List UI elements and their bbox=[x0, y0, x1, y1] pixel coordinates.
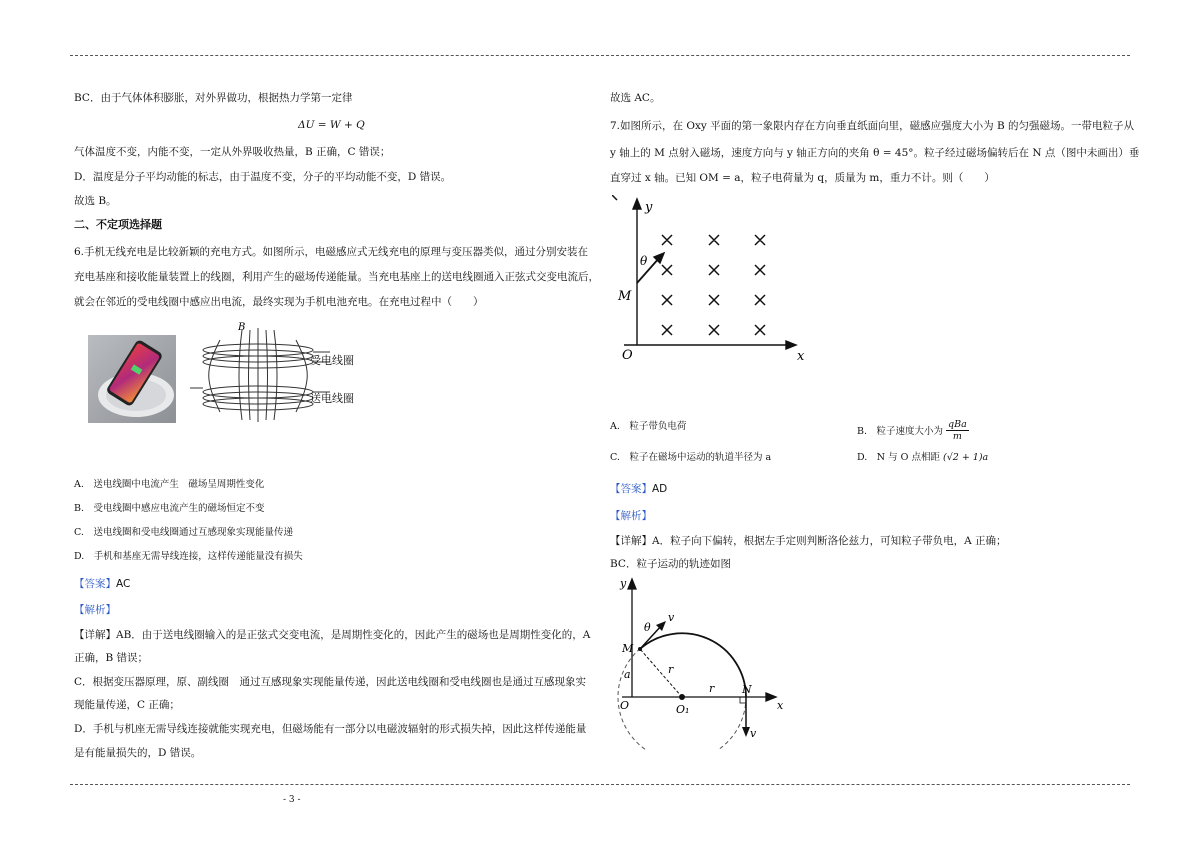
detail-line: 【详解】A．粒子向下偏转，根据左手定则判断洛伦兹力，可知粒子带负电，A 正确； bbox=[610, 535, 1007, 547]
coil-b-label: B bbox=[238, 322, 246, 333]
detail-line: 正确，B 错误； bbox=[74, 652, 149, 664]
trajectory-figure bbox=[612, 575, 802, 750]
question-7-text: 直穿过 x 轴。已知 OM = a，粒子电荷量为 q，质量为 m，重力不计。则（ ） bbox=[610, 172, 995, 184]
option-b bbox=[857, 420, 969, 443]
answer-line bbox=[74, 577, 130, 591]
text-line: D．温度是分子平均动能的标志，由于温度不变，分子的平均动能不变，D 错误。 bbox=[74, 171, 452, 183]
option-c: C. 粒子在磁场中运动的轨道半径为 a bbox=[610, 452, 772, 463]
phone-charger-photo bbox=[88, 335, 176, 423]
theta-label: θ bbox=[644, 621, 651, 634]
coil-diagram bbox=[180, 320, 380, 430]
text-line: 故选 B。 bbox=[74, 195, 117, 207]
detail-line: 现能量传递，C 正确； bbox=[74, 699, 180, 711]
radius-label: r bbox=[709, 682, 715, 695]
detail-line: 是有能量损失的，D 错误。 bbox=[74, 747, 202, 759]
fraction bbox=[946, 419, 969, 442]
detail-line: BC．粒子运动的轨迹如图 bbox=[610, 558, 731, 570]
question-6-text: 就会在邻近的受电线圈中感应出电流，最终实现为手机电池充电。在充电过程中（ ） bbox=[74, 296, 484, 308]
field-crosses bbox=[662, 235, 765, 335]
footer-rule bbox=[70, 784, 1130, 785]
text-line: 气体温度不变，内能不变，一定从外界吸收热量，B 正确，C 错误； bbox=[74, 146, 391, 158]
section-heading: 二、不定项选择题 bbox=[74, 218, 162, 231]
x-axis-label: x bbox=[797, 349, 805, 364]
text-line: BC．由于气体体积膨胀，对外界做功，根据热力学第一定律 bbox=[74, 92, 353, 104]
option-d: D. 手机和基座无需导线连接，这样传递能量没有损失 bbox=[74, 551, 303, 562]
origin-label: O bbox=[620, 699, 630, 712]
velocity-label-n: v bbox=[750, 727, 757, 740]
answer-value: AD bbox=[652, 483, 668, 495]
origin-label: O bbox=[622, 348, 633, 363]
fraction-denominator: m bbox=[952, 431, 962, 442]
answer-label: 【答案】 bbox=[74, 578, 116, 590]
text-line: 故选 AC。 bbox=[610, 92, 661, 104]
radius-label: r bbox=[668, 663, 674, 676]
y-axis-label: y bbox=[620, 577, 627, 590]
option-b: B. 受电线圈中感应电流产生的磁场恒定不变 bbox=[74, 503, 265, 514]
option-d-value: (√2 + 1)a bbox=[943, 452, 989, 463]
question-7-text: y 轴上的 M 点射入磁场，速度方向与 y 轴正方向的夹角 θ = 45°。粒子经过磁场偏转后在 N 点（图中未画出）垂 bbox=[610, 147, 1140, 159]
x-axis-label: x bbox=[777, 699, 784, 712]
formula: ΔU = W + Q bbox=[298, 119, 365, 131]
detail-line: C．根据变压器原理，原、副线圈 通过互感现象实现能量传递，因此送电线圈和受电线圈也是通过互感现象实 bbox=[74, 676, 587, 688]
center-o1-label: O₁ bbox=[676, 703, 690, 716]
sending-coil-label: 送电线圈 bbox=[310, 392, 354, 405]
velocity-label-m: v bbox=[668, 611, 675, 624]
option-d bbox=[857, 451, 988, 465]
detail-line: 【详解】AB．由于送电线圈输入的是正弦式交变电流，是周期性变化的，因此产生的磁场也是周期性变化的，A bbox=[74, 629, 591, 641]
point-n-label: N bbox=[742, 683, 752, 696]
option-a: A. 粒子带负电荷 bbox=[610, 421, 687, 432]
option-a: A. 送电线圈中电流产生 磁场呈周期性变化 bbox=[74, 479, 265, 490]
answer-label: 【答案】 bbox=[610, 483, 652, 495]
receiving-coil-label: 受电线圈 bbox=[310, 354, 354, 367]
y-axis-label: y bbox=[645, 200, 653, 215]
option-b-text: B. 粒子速度大小为 bbox=[857, 426, 944, 437]
fraction-numerator: qBa bbox=[948, 419, 967, 430]
option-c: C. 送电线圈和受电线圈通过互感现象实现能量传递 bbox=[74, 527, 293, 538]
point-m-label: M bbox=[618, 289, 632, 304]
question-6-text: 充电基座和接收能量装置上的线圈，利用产生的磁场传递能量。当充电基座上的送电线圈通入正弦式交变电流后， bbox=[74, 271, 599, 283]
analysis-label: 【解析】 bbox=[610, 510, 652, 522]
analysis-label: 【解析】 bbox=[74, 604, 116, 616]
header-rule bbox=[70, 55, 1130, 56]
segment-a-label: a bbox=[624, 668, 631, 681]
detail-line: D．手机与机座无需导线连接就能实现充电，但磁场能有一部分以电磁波辐射的形式损失掉，因此这样传递能量 bbox=[74, 723, 587, 735]
point-m-label: M bbox=[622, 642, 634, 655]
page-number: - 3 - bbox=[283, 795, 301, 805]
theta-label: θ bbox=[640, 254, 648, 268]
question-7-text: 7.如图所示，在 Oxy 平面的第一象限内存在方向垂直纸面向里，磁感应强度大小为 B 的匀强磁场。一带电粒子从 bbox=[610, 120, 1135, 132]
answer-value: AC bbox=[116, 578, 131, 590]
option-d-text: D. N 与 O 点相距 bbox=[857, 452, 940, 463]
magnetic-field-figure bbox=[612, 195, 812, 365]
answer-line bbox=[610, 482, 667, 496]
question-6-text: 6.手机无线充电是比较新颖的充电方式。如图所示，电磁感应式无线充电的原理与变压器类似，通过分别安装在 bbox=[74, 246, 589, 258]
